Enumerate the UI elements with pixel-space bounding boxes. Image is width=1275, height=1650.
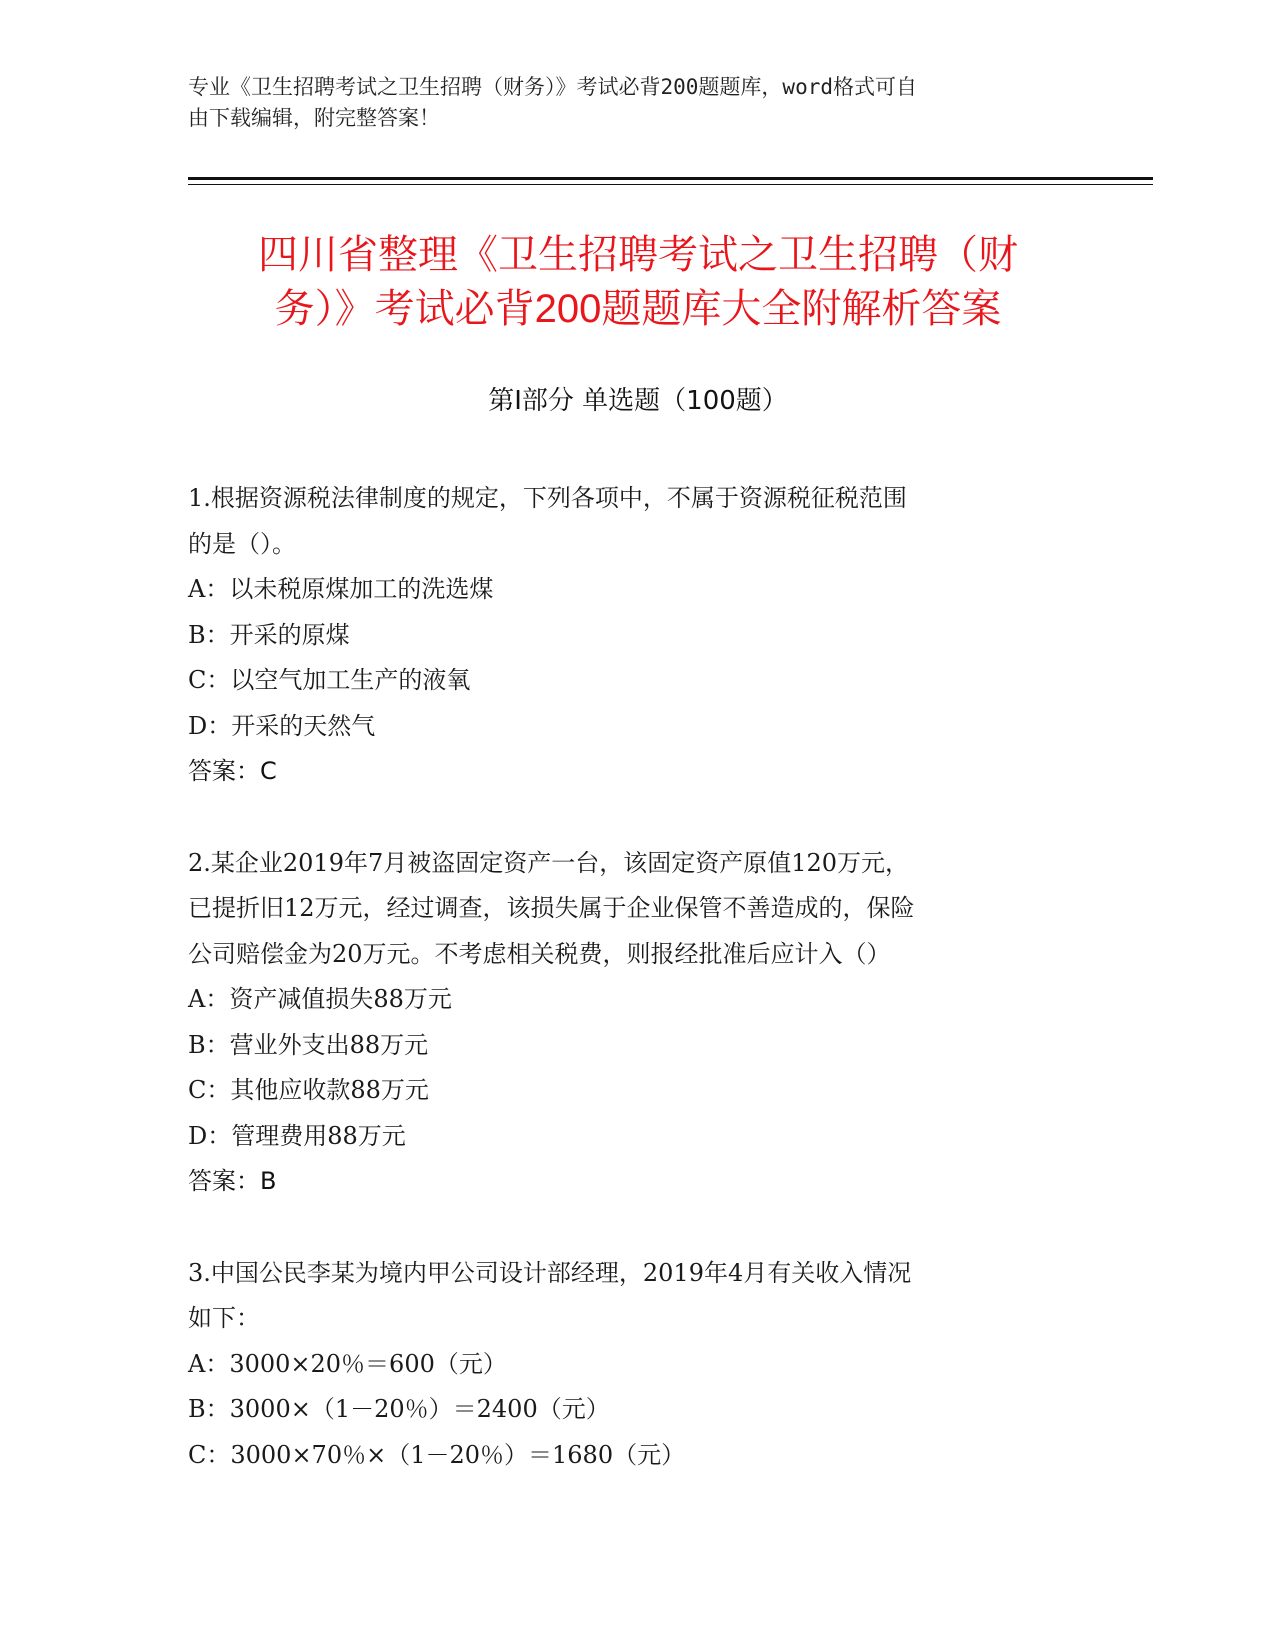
option-c: C：3000×70％×（1－20％）＝1680（元） [188, 1440, 686, 1469]
option-d: D：开采的天然气 [188, 711, 376, 740]
option-b: B：3000×（1－20％）＝2400（元） [188, 1395, 610, 1423]
question-stem-line: 2.某企业2019年7月被盗固定资产一台，该固定资产原值120万元， [188, 848, 910, 877]
option-b: B：开采的原煤 [188, 620, 350, 649]
option-a: A：以未税原煤加工的洗选煤 [188, 575, 494, 603]
question-2 [188, 841, 1088, 1205]
document-title [188, 228, 1088, 336]
option-c: C：以空气加工生产的液氧 [188, 666, 471, 694]
header-divider-thin [188, 184, 1153, 185]
question-stem-line: 如下： [188, 1304, 260, 1332]
question-3 [188, 1251, 1088, 1479]
header-note-line-2: 由下载编辑，附完整答案！ [188, 106, 440, 130]
answer-line: 答案：B [188, 1167, 277, 1195]
header-divider-thick [188, 177, 1153, 180]
option-a: A：3000×20％＝600（元） [188, 1349, 507, 1378]
document-title-line-2: 务）》考试必背200题题库大全附解析答案 [274, 287, 1002, 331]
header-note [188, 72, 1068, 134]
question-stem-line: 的是（）。 [188, 529, 296, 558]
question-stem-line: 3.中国公民李某为境内甲公司设计部经理，2019年4月有关收入情况 [188, 1258, 912, 1287]
question-list [188, 476, 1088, 1524]
section-title: 第I部分 单选题（100题） [488, 386, 788, 416]
document-title-line-1: 四川省整理《卫生招聘考试之卫生招聘（财 [258, 233, 1018, 277]
header-note-line-1: 专业《卫生招聘考试之卫生招聘（财务）》考试必背200题题库，word格式可自 [188, 75, 917, 99]
answer-line: 答案：C [188, 757, 277, 785]
question-1 [188, 476, 1088, 795]
option-b: B：营业外支出88万元 [188, 1030, 429, 1059]
option-a: A：资产减值损失88万元 [188, 985, 452, 1013]
option-c: C：其他应收款88万元 [188, 1076, 429, 1104]
option-d: D：管理费用88万元 [188, 1121, 406, 1150]
question-stem-line: 已提折旧12万元，经过调查，该损失属于企业保管不善造成的，保险 [188, 894, 915, 922]
question-stem-line: 公司赔偿金为20万元。不考虑相关税费，则报经批准后应计入（） [188, 939, 891, 968]
question-stem-line: 1.根据资源税法律制度的规定，下列各项中，不属于资源税征税范围 [188, 484, 907, 512]
